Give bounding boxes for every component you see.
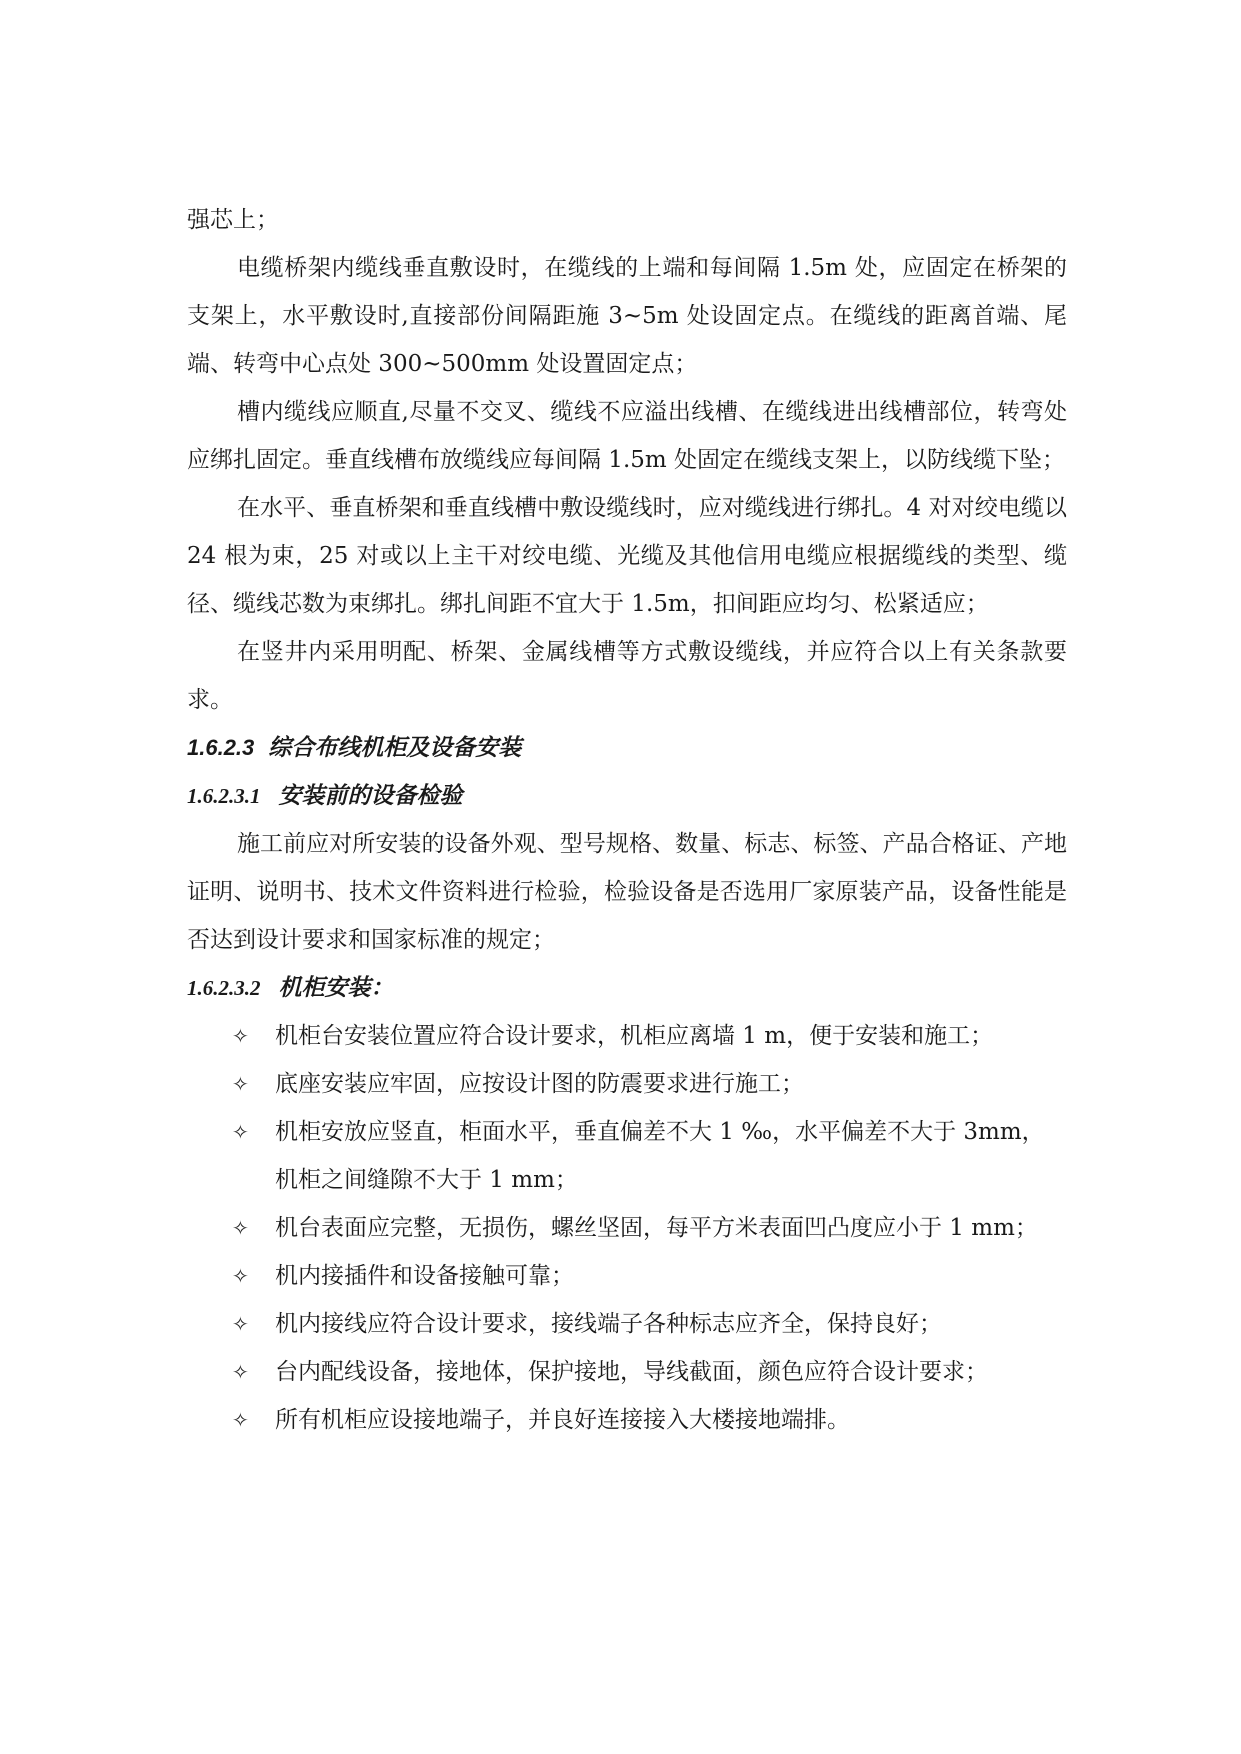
subsection-heading <box>187 964 1067 1012</box>
list-item <box>232 1396 1067 1444</box>
bullet-diamond-icon: ✧ <box>232 1360 249 1384</box>
section-number: 1.6.2.3 <box>187 735 255 760</box>
paragraph: 在水平、垂直桥架和垂直线槽中敷设缆线时，应对缆线进行绑扎。4 对对绞电缆以 24 根为束，25 对或以上主干对绞电缆、光缆及其他信用电缆应根据缆线的类型、缆径、缆线芯数为束绑扎。绑扎间距不宜大于 1.5m，扣间距应均匀、松紧适应； <box>187 495 1067 617</box>
list-item-text: 底座安装应牢固，应按设计图的防震要求进行施工； <box>275 1071 804 1097</box>
list-item-text: 机柜台安装位置应符合设计要求，机柜应离墙 1 m，便于安装和施工； <box>275 1023 994 1049</box>
bullet-diamond-icon: ✧ <box>232 1216 249 1240</box>
bullet-diamond-icon: ✧ <box>232 1120 249 1144</box>
list-item <box>232 1300 1067 1348</box>
paragraph: 在竖井内采用明配、桥架、金属线槽等方式敷设缆线，并应符合以上有关条款要求。 <box>187 639 1067 713</box>
paragraph: 槽内缆线应顺直,尽量不交叉、缆线不应溢出线槽、在缆线进出线槽部位，转弯处应绑扎固定。垂直线槽布放缆线应每间隔 1.5m 处固定在缆线支架上，以防线缆下坠； <box>187 399 1067 473</box>
subsection-number: 1.6.2.3.1 <box>187 784 261 808</box>
list-item <box>232 1060 1067 1108</box>
section-heading <box>187 724 1067 772</box>
bullet-diamond-icon: ✧ <box>232 1312 249 1336</box>
bullet-diamond-icon: ✧ <box>232 1264 249 1288</box>
list-item <box>232 1204 1067 1252</box>
section-title: 综合布线机柜及设备安装 <box>268 735 522 760</box>
paragraph: 电缆桥架内缆线垂直敷设时，在缆线的上端和每间隔 1.5m 处，应固定在桥架的支架上，水平敷设时,直接部份间隔距施 3~5m 处设固定点。在缆线的距离首端、尾端、转弯中心点处 300~500mm 处设置固定点； <box>187 255 1067 377</box>
subsection-heading <box>187 772 1067 820</box>
list-item-text: 台内配线设备，接地体，保护接地，导线截面，颜色应符合设计要求； <box>275 1359 988 1385</box>
list-item-text: 机内接插件和设备接触可靠； <box>275 1263 574 1289</box>
inspection-paragraph: 施工前应对所安装的设备外观、型号规格、数量、标志、标签、产品合格证、产地证明、说明书、技术文件资料进行检验，检验设备是否选用厂家原装产品，设备性能是否达到设计要求和国家标准的规定； <box>187 831 1067 953</box>
bullet-diamond-icon: ✧ <box>232 1408 249 1432</box>
list-item-text: 机柜安放应竖直，柜面水平，垂直偏差不大 1 ‰，水平偏差不大于 3mm，机柜之间缝隙不大于 1 mm； <box>275 1119 1045 1193</box>
list-item <box>232 1252 1067 1300</box>
list-item <box>232 1012 1067 1060</box>
subsection-number: 1.6.2.3.2 <box>187 976 261 1000</box>
subsection-title: 安装前的设备检验 <box>278 783 463 808</box>
cabinet-install-list <box>187 1012 1067 1444</box>
list-item <box>232 1348 1067 1396</box>
bullet-diamond-icon: ✧ <box>232 1072 249 1096</box>
text-column <box>187 196 1067 1444</box>
list-item <box>232 1108 1067 1204</box>
list-item-text: 所有机柜应设接地端子，并良好连接接入大楼接地端排。 <box>275 1407 850 1433</box>
bullet-diamond-icon: ✧ <box>232 1024 249 1048</box>
subsection-title: 机柜安装： <box>278 975 394 1000</box>
list-item-text: 机台表面应完整，无损伤，螺丝坚固，每平方米表面凹凸度应小于 1 mm； <box>275 1215 1038 1241</box>
list-item-text: 机内接线应符合设计要求，接线端子各种标志应齐全，保持良好； <box>275 1311 942 1337</box>
paragraph: 强芯上； <box>187 207 279 233</box>
